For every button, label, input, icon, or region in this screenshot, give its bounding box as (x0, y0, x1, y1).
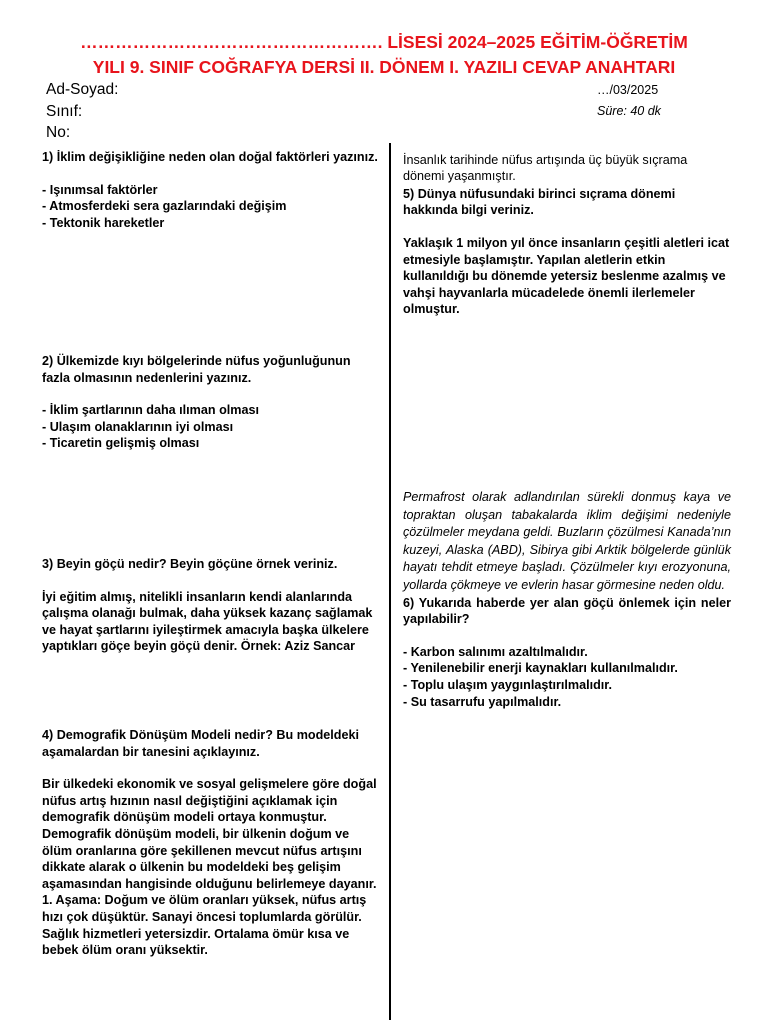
question-6 (403, 489, 731, 710)
question-2-answer-3: - Ticaretin gelişmiş olması (42, 436, 200, 451)
question-1-answer-3: - Tektonik hareketler (42, 215, 165, 230)
question-5 (403, 152, 731, 318)
question-5-intro: İnsanlık tarihinde nüfus artışında üç büyük sıçrama dönemi yaşanmıştır. (403, 153, 688, 184)
question-5-answer: Yaklaşık 1 milyon yıl önce insanların çeşitli aletleri icat etmesiyle başlamıştır. Yapılan aletlerin etkin kullanıldığı bu dönemde yetersiz beslenme azalmış ve vahşi hayvanlarla mücadelede önemli ilerlemeler olmuştur. (403, 236, 730, 317)
question-6-news-passage: Permafrost olarak adlandırılan sürekli donmuş kaya ve topraktan oluşan tabakalarda iklim değişimi nedeniyle çözülmeler meydana geldi. Buzların çözülmesi Kanada’nın kuzeyi, Alaska (ABD), Sibirya gibi Arktik bölgelerde günlük hayatı tehdit etmeye başladı. Çözülmeler kıyı erozyonuna, yollarda çökmeye ve evlerin hasar görmesine neden oldu. (403, 490, 731, 592)
question-3 (42, 556, 382, 655)
exam-meta (597, 80, 661, 122)
question-4-answer-paragraph-1: Bir ülkedeki ekonomik ve sosyal gelişmelere göre doğal nüfus artış hızının nasıl değiştiğini açıklamak için demografik dönüşüm modeli ortaya konmuştur. Demografik dönüşüm modeli, bir ülkenin doğum ve ölüm oranlarına göre şekillenen mevcut nüfus artışını dikkate alarak o ülkenin bu modeldeki beş gelişim aşamasından hangisinde olduğunu belirlemeye dayanır. (42, 777, 377, 891)
student-info (46, 79, 118, 144)
column-divider (389, 143, 391, 1020)
question-3-answer: İyi eğitim almış, nitelikli insanların kendi alanlarında çalışma olanağı bulmak, daha yüksek kazanç sağlamak ve hayat şartlarını iyileştirmek amacıyla başka ülkelere yaptıkları göçe beyin göçü denir. Örnek: Aziz Sancar (42, 589, 373, 654)
header-title-line-1: ……………………………………………. LİSESİ 2024–2025 EĞİTİM-ÖĞRETİM (80, 32, 688, 52)
question-1-answer-1: - Işınımsal faktörler (42, 182, 158, 197)
question-1 (42, 149, 382, 231)
question-4-text: 4) Demografik Dönüşüm Modeli nedir? Bu modeldeki aşamalardan bir tanesini açıklayınız. (42, 728, 359, 759)
question-6-answer-4: - Su tasarrufu yapılmalıdır. (403, 694, 562, 709)
question-4 (42, 727, 382, 959)
question-4-answer-paragraph-2: 1. Aşama: Doğum ve ölüm oranları yüksek, nüfus artış hızı çok düşüktür. Sanayi öncesi toplumlarda görülür. Sağlık hizmetleri yetersizdir. Ortalama ömür kısa ve bebek ölüm oranı yüksektir. (42, 893, 367, 958)
question-2 (42, 353, 382, 452)
exam-duration: Süre: 40 dk (597, 104, 661, 118)
question-1-answer-2: - Atmosferdeki sera gazlarındaki değişim (42, 199, 287, 214)
exam-date: …/03/2025 (597, 83, 659, 97)
question-6-text: 6) Yukarıda haberde yer alan göçü önlemek için neler yapılabilir? (403, 595, 731, 627)
question-1-text: 1) İklim değişikliğine neden olan doğal faktörleri yazınız. (42, 150, 378, 164)
question-2-text: 2) Ülkemizde kıyı bölgelerinde nüfus yoğunluğunun fazla olmasının nedenlerini yazınız. (42, 354, 351, 385)
question-6-answer-3: - Toplu ulaşım yaygınlaştırılmalıdır. (403, 677, 613, 692)
question-2-answer-2: - Ulaşım olanaklarının iyi olması (42, 419, 234, 434)
number-label: No: (46, 124, 71, 141)
question-2-answer-1: - İklim şartlarının daha ılıman olması (42, 403, 259, 418)
class-label: Sınıf: (46, 102, 83, 120)
exam-header (0, 30, 768, 80)
question-3-text: 3) Beyin göçü nedir? Beyin göçüne örnek veriniz. (42, 557, 338, 571)
question-5-text: 5) Dünya nüfusundaki birinci sıçrama dönemi hakkında bilgi veriniz. (403, 186, 676, 218)
question-6-answer-1: - Karbon salınımı azaltılmalıdır. (403, 644, 588, 659)
header-title-line-2: YILI 9. SINIF COĞRAFYA DERSİ II. DÖNEM I. YAZILI CEVAP ANAHTARI (92, 57, 676, 77)
name-label: Ad-Soyad: (46, 81, 119, 98)
question-6-answer-2: - Yenilenebilir enerji kaynakları kullanılmalıdır. (403, 661, 678, 676)
